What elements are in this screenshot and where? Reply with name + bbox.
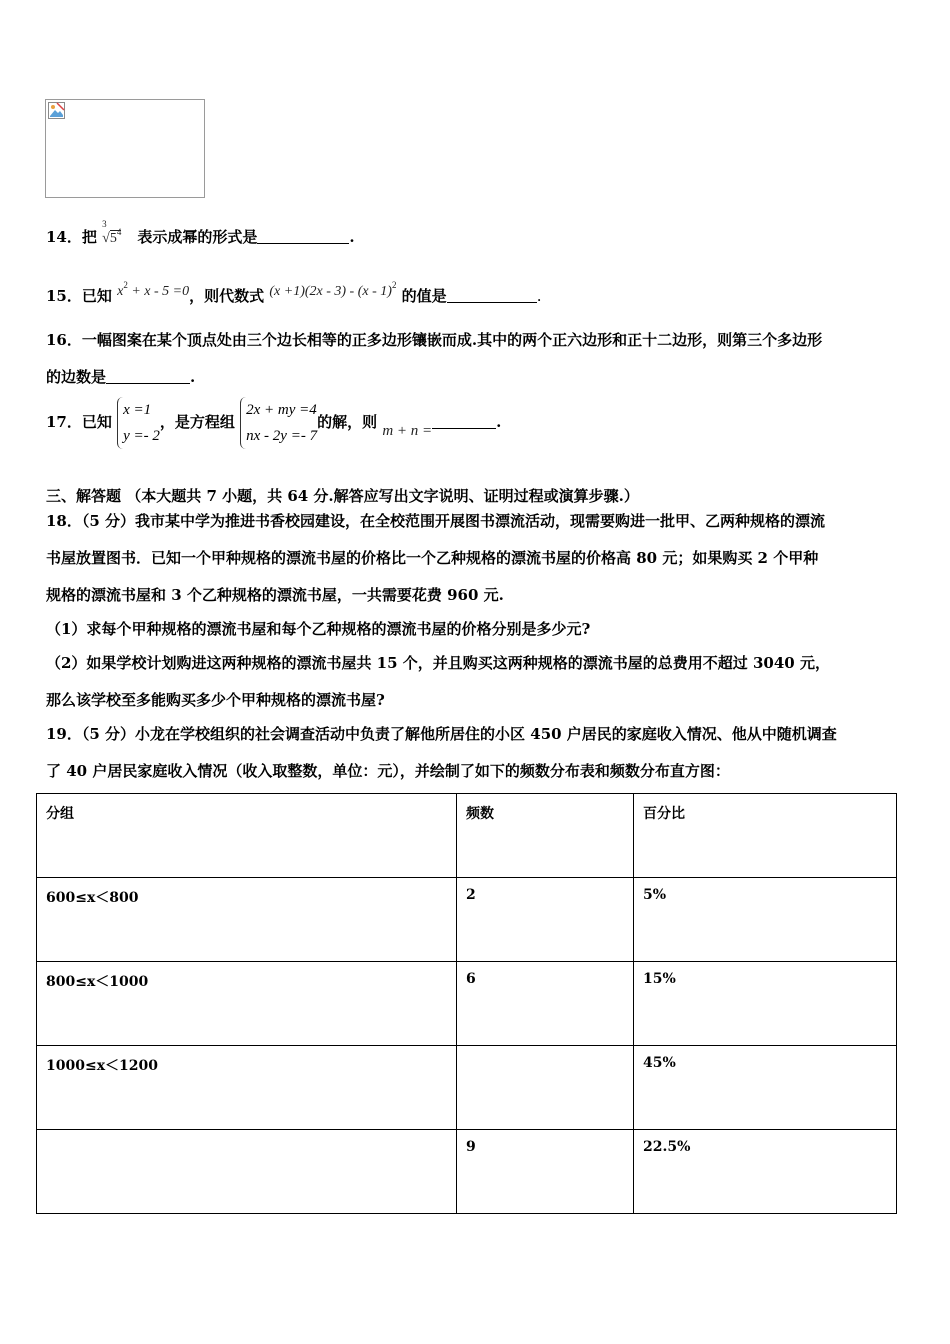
frequency-table <box>36 793 897 1214</box>
table-header-row <box>37 794 897 878</box>
table-cell: 2 <box>457 878 634 962</box>
broken-image-placeholder <box>45 99 205 198</box>
q14-answer-blank <box>257 229 349 244</box>
table-row <box>37 962 897 1046</box>
q15-equation <box>117 280 190 299</box>
q17-system-2 <box>240 397 317 449</box>
q15-answer-blank <box>447 288 537 303</box>
q17-sys1-line1: x =1 <box>123 402 152 418</box>
q17-after: 的解，则 <box>317 413 378 431</box>
q16-line2-text: 的边数是 <box>46 368 107 386</box>
table-cell: 9 <box>457 1130 634 1214</box>
question-18-line-1: 18．（5 分）我市某中学为推进书香校园建设，在全校范围开展图书漂流活动，现需要购进一批甲、乙两种规格的漂流 <box>46 512 826 530</box>
table-cell: 5% <box>634 878 897 962</box>
q15-expression <box>269 280 397 299</box>
question-16-line-1: 16．一幅图案在某个顶点处由三个边长相等的正多边形镶嵌而成.其中的两个正六边形和正十二边形，则第三个多边形 <box>46 331 823 349</box>
table-row <box>37 878 897 962</box>
table-header-cell: 频数 <box>457 794 634 878</box>
question-18-sub-1: （1）求每个甲种规格的漂流书屋和每个乙种规格的漂流书屋的价格分别是多少元? <box>46 620 591 638</box>
q14-radical-exp: 4 <box>116 227 122 237</box>
table-cell: 15% <box>634 962 897 1046</box>
section-3-heading: 三、解答题 （本大题共 7 小题，共 64 分.解答应写出文字说明、证明过程或演算步骤.） <box>46 487 639 505</box>
table-cell: 600≤x＜800 <box>37 878 457 962</box>
q17-sys2-line1: 2x + my =4 <box>246 402 317 418</box>
question-15 <box>46 281 541 308</box>
q15-number: 15． <box>46 287 82 305</box>
q17-expression: m + n = <box>382 423 433 439</box>
q16-answer-blank <box>106 369 190 384</box>
question-19-line-1: 19．（5 分）小龙在学校组织的社会调查活动中负责了解他所居住的小区 450 户居民的家庭收入情况、他从中随机调查 <box>46 725 837 743</box>
q14-end: . <box>349 228 355 246</box>
q17-number: 17．已知 <box>46 413 112 431</box>
q14-number: 14． <box>46 228 82 246</box>
table-cell <box>457 1046 634 1130</box>
table-cell: 6 <box>457 962 634 1046</box>
q15-eq-exp: 2 <box>123 280 128 290</box>
broken-image-icon <box>48 102 65 119</box>
table-header-cell: 分组 <box>37 794 457 878</box>
q15-end: . <box>536 287 542 305</box>
q15-expr-exp: 2 <box>391 280 397 290</box>
q17-end: . <box>496 413 502 431</box>
q17-sys2-line2: nx - 2y =- 7 <box>246 428 318 444</box>
q15-mid: ，则代数式 <box>189 287 265 305</box>
q17-answer-blank <box>432 414 496 429</box>
question-14 <box>46 219 355 249</box>
q14-before: 把 <box>81 228 97 246</box>
question-18-sub-2: （2）如果学校计划购进这两种规格的漂流书屋共 15 个，并且购买这两种规格的漂流书屋的总费用不超过 3040 元， <box>46 654 830 672</box>
q15-before: 已知 <box>81 287 112 305</box>
question-16-line-2 <box>46 367 195 387</box>
question-19-line-2: 了 40 户居民家庭收入情况（收入取整数，单位：元），并绘制了如下的频数分布表和频数分布直方图： <box>46 762 730 780</box>
q15-expr-main: (x +1)(2x - 3) - (x - 1) <box>269 284 392 299</box>
table-cell: 1000≤x＜1200 <box>37 1046 457 1130</box>
q15-eq-rest: + x - 5 =0 <box>131 284 190 299</box>
question-18-line-2: 书屋放置图书．已知一个甲种规格的漂流书屋的价格比一个乙种规格的漂流书屋的价格高 80 元；如果购买 2 个甲种 <box>46 549 819 567</box>
q17-mid: ，是方程组 <box>159 413 235 431</box>
q16-end: . <box>190 368 196 386</box>
q17-sys1-line2: y =- 2 <box>123 428 160 444</box>
table-cell <box>37 1130 457 1214</box>
q14-radical-index: 3 <box>102 219 107 229</box>
q15-after: 的值是 <box>401 287 447 305</box>
table-row <box>37 1046 897 1130</box>
q14-after: 表示成幂的形式是 <box>137 228 258 246</box>
table-cell: 22.5% <box>634 1130 897 1214</box>
q14-radical-base: 5 <box>109 231 117 246</box>
radical-sign-icon: √ <box>102 231 110 246</box>
table-header-cell: 百分比 <box>634 794 897 878</box>
question-17 <box>46 397 501 449</box>
question-18-sub-2b: 那么该学校至多能购买多少个甲种规格的漂流书屋? <box>46 691 385 709</box>
table-row <box>37 1130 897 1214</box>
question-18-line-3: 规格的漂流书屋和 3 个乙种规格的漂流书屋，一共需要花费 960 元. <box>46 586 504 604</box>
table-cell: 45% <box>634 1046 897 1130</box>
q15-eq-var: x <box>117 284 124 299</box>
table-cell: 800≤x＜1000 <box>37 962 457 1046</box>
q14-radical <box>102 219 132 249</box>
q17-system-1 <box>117 397 160 449</box>
